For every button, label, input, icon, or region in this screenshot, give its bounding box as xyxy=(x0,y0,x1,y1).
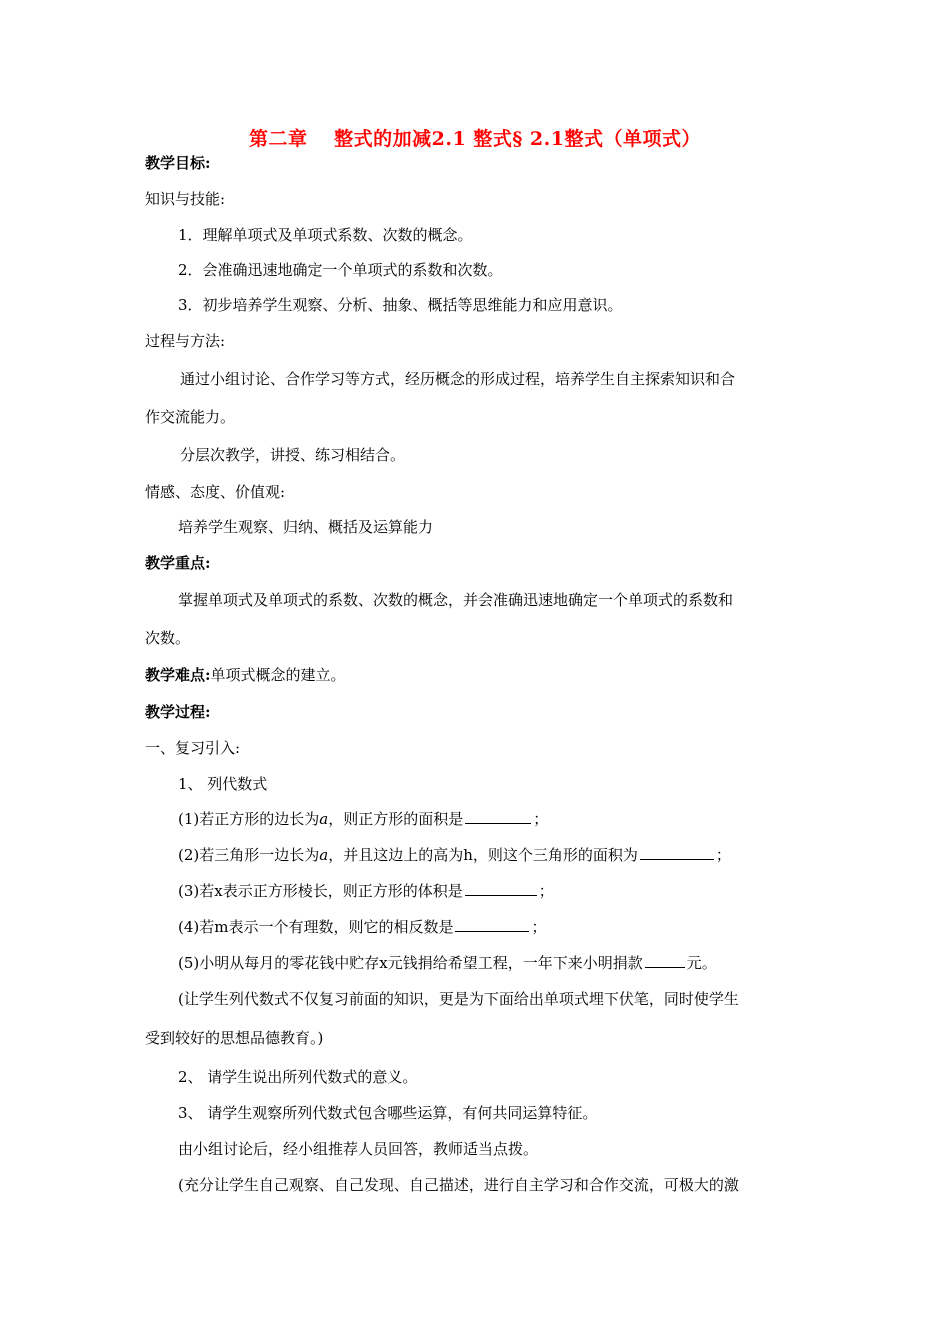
question-3-end: ； xyxy=(538,882,554,900)
question-5-blank xyxy=(645,953,685,968)
attitude-heading: 情感、态度、价值观: xyxy=(145,483,286,501)
difficulty-heading: 教学难点: xyxy=(145,666,211,684)
teaching-process-heading: 教学过程: xyxy=(145,703,211,721)
section-review-heading: 一、复习引入: xyxy=(145,739,241,757)
difficulty-text: 单项式概念的建立。 xyxy=(210,666,346,684)
page-title: 第二章 整式的加减2.1 整式§ 2.1整式（单项式） xyxy=(249,128,701,150)
note-2-line-1: (充分让学生自己观察、自己发现、自己描述，进行自主学习和合作交流，可极大的激 xyxy=(178,1176,739,1194)
note-1-line-2: 受到较好的思想品德教育。) xyxy=(145,1029,324,1047)
item-3: 3、 请学生观察所列代数式包含哪些运算，有何共同运算特征。 xyxy=(178,1104,598,1122)
process-method-heading: 过程与方法: xyxy=(145,332,226,350)
question-1-text: (1)若正方形的边长为 xyxy=(178,810,320,828)
question-4-text: (4)若m表示一个有理数，则它的相反数是 xyxy=(178,918,454,936)
process-paragraph-2: 分层次教学，讲授、练习相结合。 xyxy=(180,446,406,464)
goals-heading: 教学目标: xyxy=(145,154,211,172)
process-paragraph-line-2: 作交流能力。 xyxy=(145,408,236,426)
question-1-end: ； xyxy=(533,810,549,828)
knowledge-item-2: 2．会准确迅速地确定一个单项式的系数和次数。 xyxy=(178,261,503,279)
question-2-variable: a xyxy=(319,846,329,864)
question-5-text: (5)小明从每月的零花钱中贮存x元钱捐给希望工程，一年下来小明捐款 xyxy=(178,954,643,972)
question-1-text-2: ，则正方形的面积是 xyxy=(328,810,464,828)
question-5 xyxy=(178,953,717,973)
question-3-text: (3)若x表示正方形棱长，则正方形的体积是 xyxy=(178,882,463,900)
question-2-text: (2)若三角形一边长为 xyxy=(178,846,320,864)
attitude-paragraph: 培养学生观察、归纳、概括及运算能力 xyxy=(178,518,434,536)
question-1 xyxy=(178,809,548,829)
question-4-end: ； xyxy=(531,918,547,936)
question-5-end: 元。 xyxy=(686,954,717,972)
item-1: 1、 列代数式 xyxy=(178,775,268,793)
question-2-end: ； xyxy=(715,846,731,864)
question-1-blank xyxy=(465,809,531,824)
knowledge-item-1: 1．理解单项式及单项式系数、次数的概念。 xyxy=(178,226,473,244)
key-points-line-2: 次数。 xyxy=(145,629,191,647)
knowledge-heading: 知识与技能: xyxy=(145,190,226,208)
process-paragraph-line-1: 通过小组讨论、合作学习等方式，经历概念的形成过程，培养学生自主探索知识和合 xyxy=(180,370,736,388)
question-3 xyxy=(178,881,554,901)
question-1-variable: a xyxy=(319,810,329,828)
knowledge-item-3: 3．初步培养学生观察、分析、抽象、概括等思维能力和应用意识。 xyxy=(178,296,623,314)
difficulty-line xyxy=(145,665,346,685)
item-2: 2、 请学生说出所列代数式的意义。 xyxy=(178,1068,418,1086)
key-points-heading: 教学重点: xyxy=(145,554,211,572)
question-2 xyxy=(178,845,731,865)
question-2-text-2: ，并且这边上的高为h，则这个三角形的面积为 xyxy=(328,846,638,864)
question-4-blank xyxy=(455,917,529,932)
question-3-blank xyxy=(465,881,537,896)
question-2-blank xyxy=(640,845,714,860)
key-points-line-1: 掌握单项式及单项式的系数、次数的概念，并会准确迅速地确定一个单项式的系数和 xyxy=(178,591,734,609)
question-4 xyxy=(178,917,547,937)
discussion-line: 由小组讨论后，经小组推荐人员回答，教师适当点拨。 xyxy=(178,1140,539,1158)
note-1-line-1: (让学生列代数式不仅复习前面的知识，更是为下面给出单项式埋下伏笔，同时使学生 xyxy=(178,990,739,1008)
